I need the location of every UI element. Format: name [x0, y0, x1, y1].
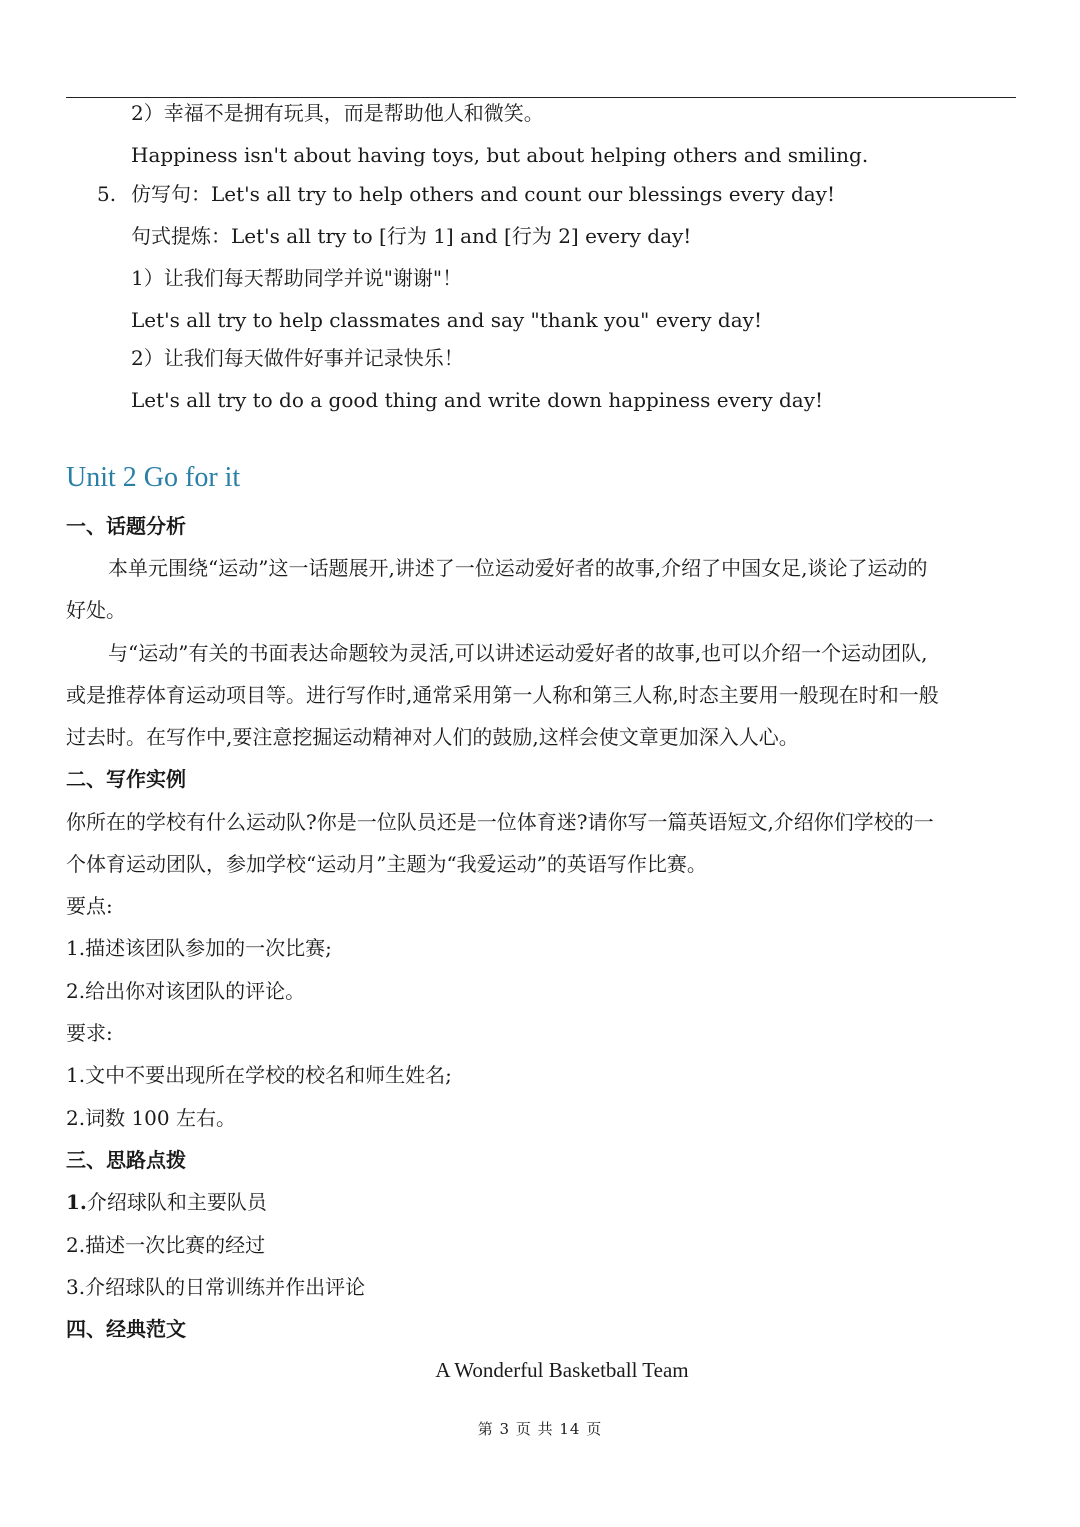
sentence-pattern: 句式提炼：Let's all try to [行为 1] and [行为 2] every day!: [131, 224, 692, 248]
paragraph-line: 或是推荐体育运动项目等。进行写作时,通常采用第一人称和第三人称,时态主要用一般现在时和一般: [66, 683, 939, 707]
unit-title: Unit 2 Go for it: [66, 462, 241, 493]
list-item: 1.文中不要出现所在学校的校名和师生姓名;: [66, 1063, 452, 1087]
paragraph-line: 与“运动”有关的书面表达命题较为灵活,可以讲述运动爱好者的故事,也可以介绍一个运动团队,: [108, 641, 928, 665]
list-item: 1.描述该团队参加的一次比赛;: [66, 936, 332, 960]
requirements-label: 要求:: [66, 1021, 113, 1045]
header-rule: [66, 97, 1016, 98]
essay-title: A Wonderful Basketball Team: [435, 1358, 689, 1382]
item-number: 5.: [97, 182, 117, 206]
section-heading: 四、经典范文: [66, 1317, 186, 1341]
page-footer: 第 3 页 共 14 页: [477, 1420, 603, 1438]
example-cn-line: 1）让我们每天帮助同学并说"谢谢"！: [131, 266, 463, 290]
example-cn-line: 2）幸福不是拥有玩具，而是帮助他人和微笑。: [131, 101, 544, 125]
paragraph-line: 本单元围绕“运动”这一话题展开,讲述了一位运动爱好者的故事,介绍了中国女足,谈论了运动的: [108, 556, 928, 580]
list-item: [66, 1188, 267, 1216]
imitation-sentence: 仿写句：Let's all try to help others and count our blessings every day!: [131, 182, 836, 206]
paragraph-line: 过去时。在写作中,要注意挖掘运动精神对人们的鼓励,这样会使文章更加深入人心。: [66, 725, 799, 749]
paragraph-line: 好处。: [66, 598, 126, 622]
list-item: 2.词数 100 左右。: [66, 1106, 236, 1130]
example-en-line: Let's all try to do a good thing and write down happiness every day!: [131, 388, 824, 412]
list-item: 2.给出你对该团队的评论。: [66, 979, 306, 1003]
example-en-line: Let's all try to help classmates and say "thank you" every day!: [131, 308, 762, 332]
prompt-line: 个体育运动团队，参加学校“运动月”主题为“我爱运动”的英语写作比赛。: [66, 852, 707, 876]
section-heading: 一、话题分析: [66, 514, 186, 538]
section-heading: 二、写作实例: [66, 767, 186, 791]
example-en-line: Happiness isn't about having toys, but about helping others and smiling.: [131, 143, 869, 167]
prompt-line: 你所在的学校有什么运动队?你是一位队员还是一位体育迷?请你写一篇英语短文,介绍你们学校的一: [66, 810, 934, 834]
list-item: 2.描述一次比赛的经过: [66, 1233, 266, 1257]
list-item: 3.介绍球队的日常训练并作出评论: [66, 1275, 366, 1299]
list-number: 1.: [66, 1190, 87, 1214]
section-heading: 三、思路点拨: [66, 1148, 186, 1172]
example-cn-line: 2）让我们每天做件好事并记录快乐！: [131, 346, 464, 370]
list-text: 介绍球队和主要队员: [86, 1190, 267, 1214]
points-label: 要点:: [66, 894, 113, 918]
